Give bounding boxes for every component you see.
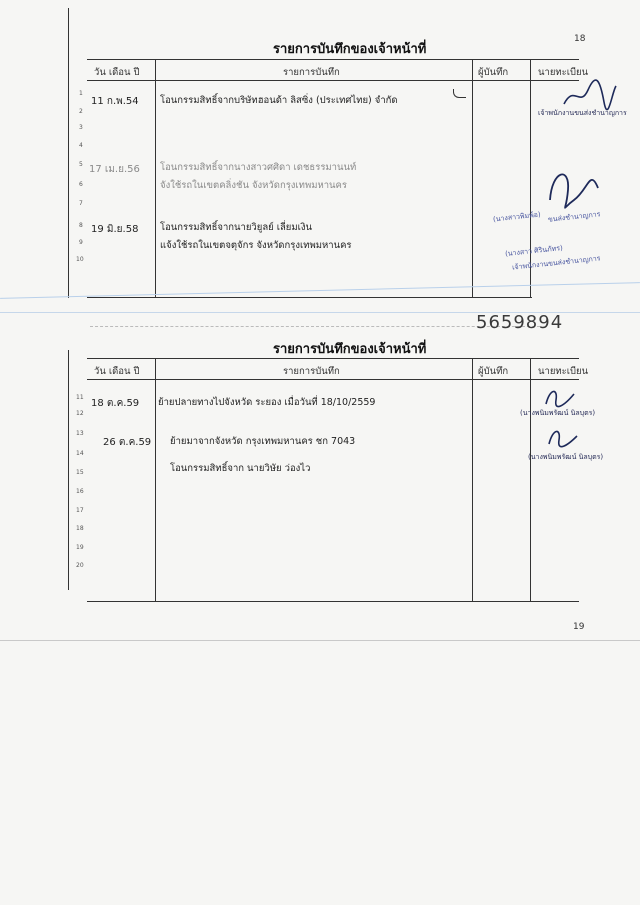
header-date: วัน เดือน ปี	[94, 366, 140, 377]
page-number-top: 18	[574, 34, 586, 44]
page-bottom-left-edge	[68, 350, 69, 590]
page-title-top: รายการบันทึกของเจ้าหน้าที่	[273, 42, 427, 57]
header-entry: รายการบันทึก	[283, 366, 340, 377]
entry-date: 11 ก.พ.54	[91, 96, 139, 107]
line-number: 1	[79, 90, 83, 97]
line-number: 8	[79, 222, 83, 229]
line-number: 17	[76, 507, 84, 514]
registrar-name: (นางพนิมพรัฒน์ นิลบุตร)	[520, 409, 596, 417]
stamp-text: (นางสาวพิมพ์อ)	[492, 210, 542, 224]
entry-column-divider	[472, 358, 473, 602]
date-column-divider	[155, 59, 156, 297]
header-top-rule	[87, 59, 579, 60]
recorder-column-divider	[530, 358, 531, 602]
entry-text: ย้ายปลายทางไปจังหวัด ระยอง เมื่อวันที่ 18/10/2559	[158, 397, 376, 408]
line-number: 15	[76, 469, 84, 476]
line-number: 14	[76, 450, 84, 457]
scan-cut-edge	[90, 326, 540, 328]
registrar-title: เจ้าพนักงานขนส่งชำนาญการ	[538, 109, 627, 117]
line-number: 16	[76, 488, 84, 495]
page-title-bottom: รายการบันทึกของเจ้าหน้าที่	[273, 342, 427, 357]
line-number: 4	[79, 142, 83, 149]
line-number: 3	[79, 124, 83, 131]
entry-text: โอนกรรมสิทธิ์จากนายวิยูลย์ เลี่ยมเงิน	[160, 222, 313, 233]
date-column-divider	[155, 358, 156, 602]
entry-date: 18 ต.ค.59	[91, 398, 140, 409]
entry-column-divider	[472, 59, 473, 297]
stamp-text: เจ้าพนักงานขนส่งชำนาญการ	[511, 254, 601, 272]
line-number: 18	[76, 525, 84, 532]
entry-text: โอนกรรมสิทธิ์จาก นายวิษัย ว่องไว	[170, 463, 311, 474]
entry-text: โอนกรรมสิทธิ์จากบริษัทฮอนด้า ลิสซิ่ง (ประเทศไทย) จำกัด	[160, 95, 398, 106]
header-bottom-rule	[87, 80, 579, 81]
line-number: 11	[76, 394, 84, 401]
page-number-bottom: 19	[573, 622, 585, 632]
official-signature-icon	[540, 160, 610, 215]
line-number: 13	[76, 430, 84, 437]
header-recorder: ผู้บันทึก	[478, 67, 509, 78]
line-number: 7	[79, 200, 83, 207]
page-top-left-edge	[68, 8, 69, 298]
line-number: 19	[76, 544, 84, 551]
line-number: 12	[76, 410, 84, 417]
stamp-text: ขนส่งชำนาญการ	[547, 210, 601, 224]
registrar-name: (นางพนิมพรัฒน์ นิลบุตร)	[528, 453, 604, 461]
line-number: 20	[76, 562, 84, 569]
entry-date: 19 มิ.ย.58	[91, 224, 139, 235]
entry-date: 26 ต.ค.59	[103, 437, 152, 448]
handwritten-mark	[453, 89, 466, 98]
header-recorder: ผู้บันทึก	[478, 366, 509, 377]
registrar-signature-icon	[540, 384, 580, 410]
entry-text: แจ้งใช้รถในเขตจตุจักร จังหวัดกรุงเทพมหานคร	[160, 240, 352, 251]
entry-text: โอนกรรมสิทธิ์จากนางสาวศศิดา เดชธรรมานนท์	[160, 162, 357, 173]
line-number: 9	[79, 239, 83, 246]
entry-text: ย้ายมาจากจังหวัด กรุงเทพมหานคร ชก 7043	[170, 436, 356, 447]
table-bottom-rule	[87, 297, 532, 298]
line-number: 2	[79, 108, 83, 115]
header-date: วัน เดือน ปี	[94, 67, 140, 78]
entry-date: 17 เม.ย.56	[89, 164, 140, 175]
line-number: 10	[76, 256, 84, 263]
header-top-rule	[87, 358, 579, 359]
entry-text: จังใช้รถในเขตคลิ่งชัน จังหวัดกรุงเทพมหานคร	[160, 180, 348, 191]
table-bottom-rule	[87, 601, 579, 602]
stamp-text: (นางสาว ศิรินภัทร)	[504, 243, 564, 259]
header-entry: รายการบันทึก	[283, 67, 340, 78]
header-registrar: นายทะเบียน	[538, 366, 589, 377]
line-number: 6	[79, 181, 83, 188]
page-bottom-edge	[0, 640, 640, 641]
line-number: 5	[79, 161, 83, 168]
header-bottom-rule	[87, 379, 579, 380]
stray-number: 5659894	[476, 312, 564, 333]
registrar-signature-icon	[543, 424, 583, 450]
header-registrar: นายทะเบียน	[538, 67, 589, 78]
